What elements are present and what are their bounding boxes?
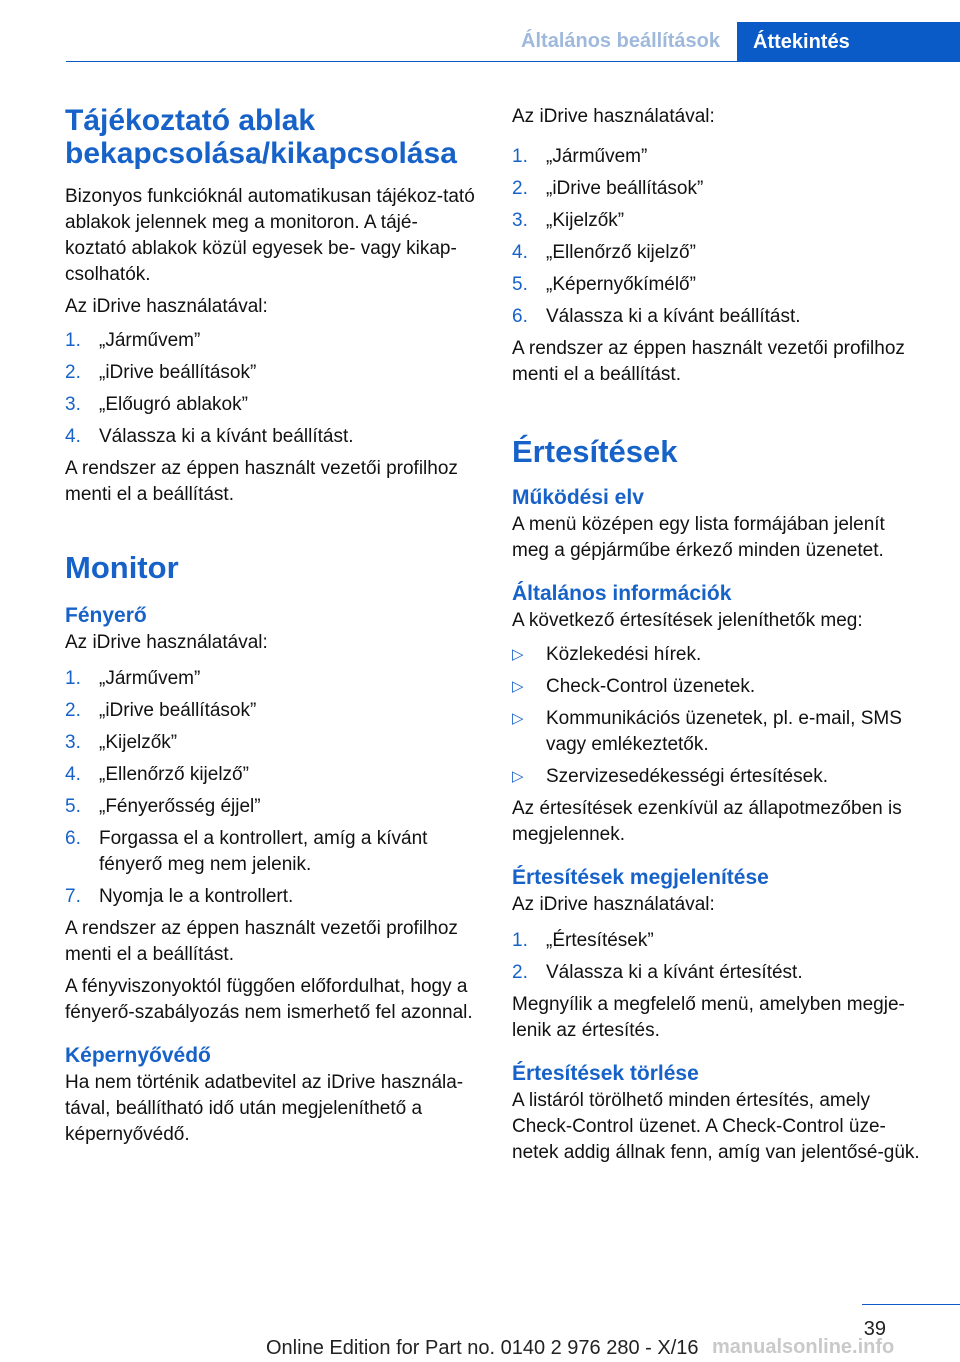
right-column — [512, 104, 924, 1166]
list-text: Válassza ki a kívánt értesítést. — [546, 962, 803, 983]
triangle-bullet-icon: ▷ — [512, 768, 524, 785]
paragraph: Bizonyos funkcióknál automatikusan tájékoz‐tató ablakok jelennek meg a monitoron. A tájé‐koztató ablakok közül egyesek be- vagy kikap‐csolhatók. — [65, 186, 475, 285]
list-number: 6. — [65, 828, 81, 849]
list-number: 7. — [65, 886, 81, 907]
paragraph: Az iDrive használatával: — [512, 106, 715, 127]
left-column — [65, 104, 477, 1148]
list-text: „Képernyőkímélő” — [546, 274, 696, 295]
list-number: 5. — [65, 796, 81, 817]
edition-footer: Online Edition for Part no. 0140 2 976 280 - X/16 — [266, 1337, 699, 1359]
list-item — [512, 240, 924, 266]
list-number: 1. — [512, 146, 528, 167]
list-item — [65, 762, 477, 788]
list-item — [65, 424, 477, 450]
list-item — [65, 794, 477, 820]
list-text: „Előugró ablakok” — [99, 394, 248, 415]
list-item — [512, 960, 924, 986]
paragraph: A menü középen egy lista formájában jelenít meg a gépjárműbe érkező minden üzenetet. — [512, 514, 885, 561]
list-item — [512, 764, 924, 790]
paragraph: A rendszer az éppen használt vezetői profilhoz menti el a beállítást. — [512, 338, 905, 385]
list-text: „iDrive beállítások” — [546, 178, 704, 199]
list-number: 1. — [65, 668, 81, 689]
list-item — [65, 666, 477, 692]
list-text: „Kijelzők” — [99, 732, 178, 753]
list-item — [65, 826, 477, 878]
list-text: „Értesítések” — [546, 930, 654, 951]
list-item — [512, 144, 924, 170]
list-text: „Kijelzők” — [546, 210, 625, 231]
triangle-bullet-icon: ▷ — [512, 646, 524, 663]
list-item — [65, 360, 477, 386]
list-text: Szervizesedékességi értesítések. — [546, 766, 828, 787]
triangle-bullet-icon: ▷ — [512, 710, 524, 727]
numbered-list — [512, 928, 924, 986]
list-number: 3. — [65, 732, 81, 753]
paragraph: Az iDrive használatával: — [65, 296, 268, 317]
paragraph: A következő értesítések jeleníthetők meg: — [512, 610, 863, 631]
numbered-list — [65, 666, 477, 910]
list-item — [512, 176, 924, 202]
page-number: 39 — [863, 1318, 886, 1340]
list-text: Nyomja le a kontrollert. — [99, 886, 294, 907]
subheading-screensaver: Képernyővédő — [65, 1044, 211, 1067]
list-item — [65, 392, 477, 418]
list-item — [512, 928, 924, 954]
list-text: Válassza ki a kívánt beállítást. — [99, 426, 354, 447]
paragraph: Megnyílik a megfelelő menü, amelyben megje‐lenik az értesítés. — [512, 994, 905, 1041]
list-text: „Járművem” — [546, 146, 648, 167]
subheading-principle: Működési elv — [512, 486, 644, 509]
paragraph: A rendszer az éppen használt vezetői profilhoz menti el a beállítást. — [65, 458, 458, 505]
paragraph: Az iDrive használatával: — [512, 894, 715, 915]
list-item — [512, 674, 924, 700]
footer-rule — [862, 1304, 960, 1305]
section-title-notifications: Értesítések — [512, 434, 678, 469]
list-text: Forgassa el a kontrollert, amíg a kívánt fényerő meg nem jelenik. — [99, 828, 428, 875]
section-title-info-window: Tájékoztató ablak bekapcsolása/kikapcsolása — [65, 104, 457, 170]
list-number: 6. — [512, 306, 528, 327]
list-text: „Ellenőrző kijelző” — [99, 764, 249, 785]
list-text: Válassza ki a kívánt beállítást. — [546, 306, 801, 327]
list-text: „Járművem” — [99, 668, 201, 689]
subheading-display-notifications: Értesítések megjelenítése — [512, 866, 769, 889]
numbered-list — [65, 328, 477, 450]
list-number: 4. — [65, 426, 81, 447]
list-item — [512, 304, 924, 330]
header-section-title: Általános beállítások — [521, 30, 720, 52]
subheading-brightness: Fényerő — [65, 604, 147, 627]
list-number: 2. — [512, 962, 528, 983]
list-item — [65, 328, 477, 354]
list-text: „iDrive beállítások” — [99, 700, 257, 721]
list-text: „iDrive beállítások” — [99, 362, 257, 383]
watermark: manualsonline.info — [712, 1336, 895, 1358]
list-number: 1. — [512, 930, 528, 951]
list-number: 4. — [512, 242, 528, 263]
paragraph: A fényviszonyoktól függően előfordulhat, hogy a fényerő-szabályozás nem ismerhető fel azonnal. — [65, 976, 473, 1023]
subheading-delete-notifications: Értesítések törlése — [512, 1062, 699, 1085]
list-text: Check-Control üzenetek. — [546, 676, 756, 697]
list-number: 5. — [512, 274, 528, 295]
list-text: „Járművem” — [99, 330, 201, 351]
bullet-list — [512, 642, 924, 790]
list-item — [512, 208, 924, 234]
list-item — [65, 698, 477, 724]
triangle-bullet-icon: ▷ — [512, 678, 524, 695]
list-item — [65, 884, 477, 910]
list-number: 3. — [65, 394, 81, 415]
list-item — [65, 730, 477, 756]
paragraph: Ha nem történik adatbevitel az iDrive használa‐tával, beállítható idő után megjeleníthető a képernyővédő. — [65, 1072, 464, 1145]
list-number: 2. — [512, 178, 528, 199]
list-item — [512, 642, 924, 668]
list-text: „Fényerősség éjjel” — [99, 796, 261, 817]
list-number: 4. — [65, 764, 81, 785]
subheading-general-info: Általános információk — [512, 582, 732, 605]
list-item — [512, 706, 924, 758]
list-text: Közlekedési hírek. — [546, 644, 702, 665]
list-number: 3. — [512, 210, 528, 231]
list-number: 1. — [65, 330, 81, 351]
paragraph: A rendszer az éppen használt vezetői profilhoz menti el a beállítást. — [65, 918, 458, 965]
paragraph: Az értesítések ezenkívül az állapotmezőben is megjelennek. — [512, 798, 902, 845]
paragraph: Az iDrive használatával: — [65, 632, 268, 653]
section-title-monitor: Monitor — [65, 550, 179, 585]
list-text: Kommunikációs üzenetek, pl. e-mail, SMS vagy emlékeztetők. — [546, 708, 902, 755]
paragraph: A listáról törölhető minden értesítés, amely Check-Control üzenet. A Check-Control üze‐netek addig állnak fenn, amíg van jelentősé‐gük. — [512, 1090, 920, 1163]
list-number: 2. — [65, 700, 81, 721]
list-item — [512, 272, 924, 298]
list-number: 2. — [65, 362, 81, 383]
numbered-list — [512, 144, 924, 330]
page-header — [0, 0, 960, 62]
list-text: „Ellenőrző kijelző” — [546, 242, 696, 263]
header-chapter-tab: Áttekintés — [737, 22, 960, 62]
